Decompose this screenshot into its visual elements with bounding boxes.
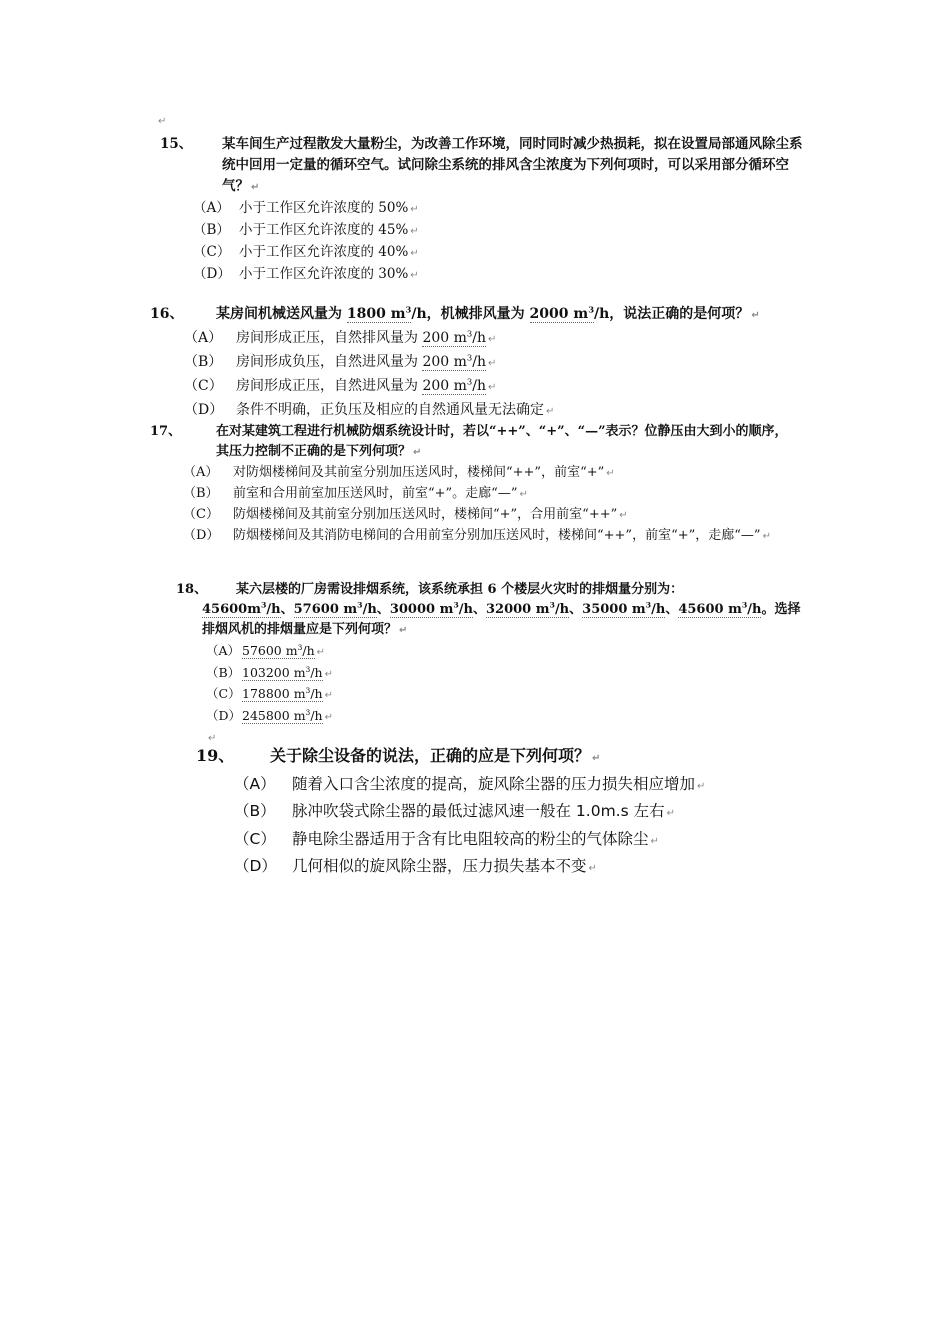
question-text: 某车间生产过程散发大量粉尘，为改善工作环境，同时同时减少热损耗，拟在设置局部通风除尘系统中回用一定量的循环空气。试问除尘系统的排风含尘浓度为下列何项时，可以采用部分循环空气？ ↵ — [222, 136, 803, 194]
option-a: （A） 随着入口含尘浓度的提高，旋风除尘器的压力损失相应增加 ↵ — [234, 774, 706, 793]
empty-paragraph: ↵ — [208, 733, 217, 744]
option-b: （B） 小于工作区允许浓度的 45% ↵ — [193, 222, 419, 238]
question-number: 17、 — [150, 424, 182, 439]
option-c: （C） 防烟楼梯间及其前室分别加压送风时，楼梯间“+”，合用前室“++” ↵ — [183, 507, 628, 522]
question-number: 19、 — [196, 746, 235, 765]
option-list — [183, 463, 800, 547]
option-d: （D） 245800 $m^3/h$ ↵ — [206, 707, 333, 723]
option-a: （A） 57600 $m^3/h$ ↵ — [206, 642, 326, 658]
option-b: （B） 脉冲吹袋式除尘器的最低过滤风速一般在 1.0m.s 左右 ↵ — [234, 802, 675, 820]
option-c: （C） 小于工作区允许浓度的 40% ↵ — [193, 244, 419, 260]
question-text: 某房间机械送风量为 1800 $m^3/h$，机械排风量为 2000 $m^3/h$，说法正确的是何项？ ↵ — [216, 304, 760, 322]
question-text: 在对某建筑工程进行机械防烟系统设计时，若以“++”、“+”、“—”表示？位静压由大到小的顺序，其压力控制不正确的是下列何项？ ↵ — [216, 424, 788, 459]
question-17 — [150, 422, 800, 547]
question-text: 某六层楼的厂房需设排烟系统，该系统承担 6 个楼层火灾时的排烟量分别为： — [236, 582, 684, 597]
option-d: （D） 小于工作区允许浓度的 30% ↵ — [193, 266, 419, 282]
option-c: （C） 静电除尘器适用于含有比电阻较高的粉尘的气体除尘 ↵ — [234, 829, 659, 848]
option-list — [184, 327, 820, 423]
question-15 — [160, 134, 810, 286]
option-d: （D） 防烟楼梯间及其消防电梯间的合用前室分别加压送风时，楼梯间“++”，前室“+”，走廊“—” ↵ — [183, 528, 771, 543]
option-d: （D） 条件不明确，正负压及相应的自然通风量无法确定 ↵ — [184, 402, 555, 418]
question-19 — [196, 744, 816, 882]
option-b: （B） 前室和合用前室加压送风时，前室“+”。走廊“—” ↵ — [183, 486, 528, 501]
question-number: 18、 — [176, 582, 208, 597]
option-c: （C） 房间形成正压，自然进风量为 200 $m^3/h$ ↵ — [184, 376, 497, 394]
option-list — [234, 772, 816, 882]
question-text: 关于除尘设备的说法，正确的应是下列何项？ ↵ — [270, 746, 601, 765]
question-18 — [176, 580, 806, 749]
question-text-continued: $45600m^3/h$、57600 $m^3/h$、30000 $m^3/h$、32000 $m^3/h$、35000 $m^3/h$、45600 $m^3/h$。选择排烟风机的排烟量应是下列何项？ ↵ — [202, 600, 801, 637]
question-number: 15、 — [160, 136, 193, 152]
option-b: （B） 房间形成负压，自然进风量为 200 $m^3/h$ ↵ — [184, 352, 497, 370]
question-number: 16、 — [150, 306, 184, 322]
option-a: （A） 小于工作区允许浓度的 50% ↵ — [193, 200, 419, 216]
option-c: （C） 178800 $m^3/h$ ↵ — [206, 685, 333, 701]
option-list — [206, 641, 806, 749]
option-a: （A） 对防烟楼梯间及其前室分别加压送风时，楼梯间“++”，前室“+” ↵ — [183, 465, 615, 480]
option-a: （A） 房间形成正压，自然排风量为 200 $m^3/h$ ↵ — [184, 328, 497, 346]
question-16 — [150, 303, 820, 423]
option-d: （D） 几何相似的旋风除尘器，压力损失基本不变 ↵ — [234, 857, 597, 875]
option-b: （B） 103200 $m^3/h$ ↵ — [206, 664, 333, 680]
paragraph-mark: ↵ — [158, 116, 167, 127]
option-list — [193, 198, 810, 286]
